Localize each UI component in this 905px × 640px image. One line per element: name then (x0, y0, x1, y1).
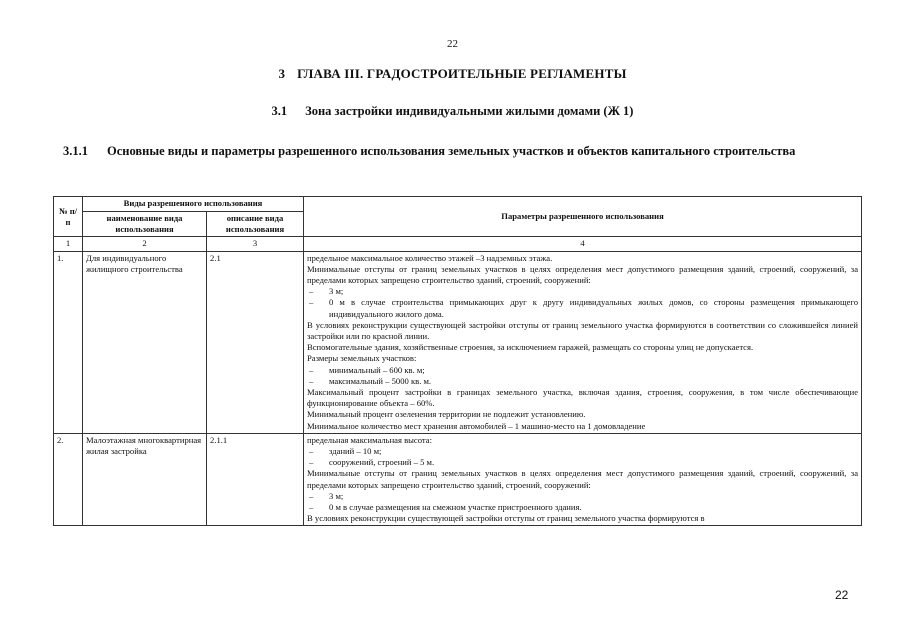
header-description: описание вида использования (207, 212, 304, 237)
parameter-text: 0 м в случае размещения на смежном участке пристроенного здания. (329, 502, 582, 513)
parameter-list-item (307, 446, 858, 457)
header-params: Параметры разрешенного использования (304, 197, 862, 237)
list-dash: – (309, 457, 314, 468)
parameter-paragraph: Минимальные отступы от границ земельных участков в целях определения мест допустимого размещения зданий, строений, сооружений, за пределами которых запрещено строительство зданий, строений, сооружений: (307, 263, 859, 286)
section-title-text: Зона застройки индивидуальными жилыми домами (Ж 1) (305, 104, 634, 118)
parameter-list-item (307, 376, 858, 387)
page-number-top: 22 (447, 38, 458, 50)
section-number: 3.1 (271, 104, 288, 118)
subsection-number: 3.1.1 (63, 144, 88, 158)
list-dash: – (309, 446, 314, 457)
parameter-text: максимальный – 5000 кв. м. (329, 375, 432, 386)
header-kinds-group: Виды разрешенного использования (83, 197, 304, 212)
use-type-code: 2.1.1 (207, 433, 304, 526)
parameters-cell (304, 251, 862, 433)
chapter-title-text: ГЛАВА III. ГРАДОСТРОИТЕЛЬНЫЕ РЕГЛАМЕНТЫ (297, 66, 627, 81)
table-row (54, 433, 862, 526)
parameter-paragraph: В условиях реконструкции существующей застройки отступы от границ земельного участка формируются в (307, 513, 705, 524)
parameter-paragraph: Минимальное количество мест хранения автомобилей – 1 машино-место на 1 домовладение (307, 420, 646, 431)
use-type-name: Для индивидуального жилищного строительства (83, 251, 207, 433)
parameter-paragraph: Вспомогательные здания, хозяйственные строения, за исключением гаражей, размещать со стороны улиц не допускается. (307, 342, 754, 353)
row-number: 2. (54, 433, 83, 526)
regulations-table (53, 196, 862, 526)
parameter-list-item (307, 297, 858, 319)
column-number: 3 (207, 237, 304, 251)
parameter-paragraph: Размеры земельных участков: (307, 353, 417, 364)
column-number: 2 (83, 237, 207, 251)
parameter-list-item (307, 286, 858, 297)
table-row (54, 251, 862, 433)
subsection-title-text: Основные виды и параметры разрешенного использования земельных участков и объектов капитального строительства (107, 144, 796, 158)
parameter-text: минимальный – 600 кв. м; (329, 364, 425, 375)
parameter-text: 3 м; (329, 490, 344, 501)
list-dash: – (309, 490, 314, 501)
list-dash: – (309, 286, 314, 297)
parameter-paragraph: предельное максимальное количество этажей –3 надземных этажа. (307, 252, 553, 263)
list-dash: – (309, 375, 314, 386)
list-dash: – (309, 502, 314, 513)
chapter-number: 3 (278, 66, 286, 81)
parameters-cell (304, 433, 862, 526)
list-dash: – (309, 297, 314, 308)
row-number: 1. (54, 251, 83, 433)
parameter-list-item (307, 502, 858, 513)
subsection-title (63, 143, 860, 159)
chapter-title (0, 66, 905, 82)
column-number: 4 (304, 237, 862, 251)
parameter-list-item (307, 365, 858, 376)
parameter-text: зданий – 10 м; (329, 446, 382, 457)
column-number: 1 (54, 237, 83, 251)
parameter-paragraph: В условиях реконструкции существующей застройки отступы от границ земельного участка формируются в соответствии со сложившейся линией застройки или по красной линии. (307, 319, 859, 342)
list-dash: – (309, 364, 314, 375)
section-title (0, 104, 905, 119)
parameter-text: 0 м в случае строительства примыкающих друг к другу индивидуальных жилых домов, со стороны размещения примыкающего индивидуального жилого дома. (329, 297, 859, 319)
parameter-list-item (307, 491, 858, 502)
parameter-paragraph: Максимальный процент застройки в границах земельного участка, включая здания, строения, сооружения, в том числе обеспечивающие функционирование объекта – 60%. (307, 387, 859, 409)
parameter-list-item (307, 457, 858, 468)
page-number-bottom: 22 (835, 588, 849, 602)
parameter-paragraph: Минимальный процент озеленения территории не подлежит установлению. (307, 409, 586, 420)
use-type-name: Малоэтажная многоквартирная жилая застройка (83, 433, 207, 526)
parameter-paragraph: предельная максимальная высота: (307, 434, 432, 445)
parameter-paragraph: Минимальные отступы от границ земельных участков в целях определения мест допустимого размещения зданий, строений, сооружений, за пределами которых запрещено строительство зданий, строений, сооружений: (307, 468, 859, 490)
parameter-text: сооружений, строений – 5 м. (329, 457, 435, 468)
header-num: № п/п (54, 197, 83, 237)
header-name: наименование вида использования (83, 212, 207, 237)
use-type-code: 2.1 (207, 251, 304, 433)
parameter-text: 3 м; (329, 286, 344, 297)
